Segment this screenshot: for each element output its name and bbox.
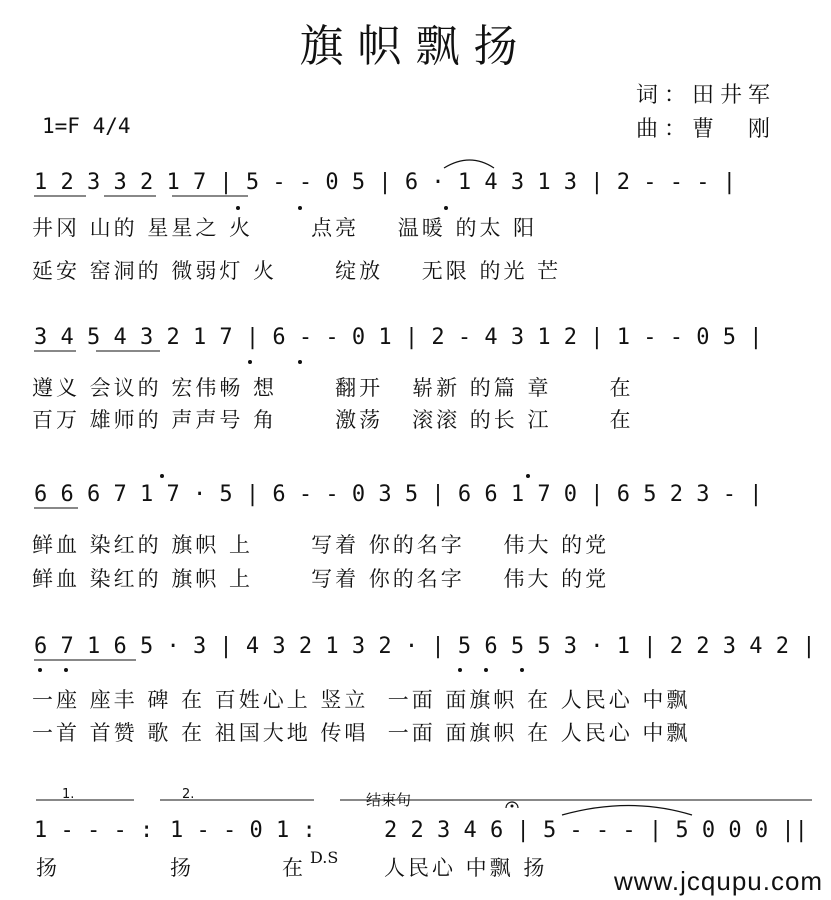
song-title: 旗帜飘扬: [299, 21, 532, 72]
volta-1-label: 1.: [62, 787, 75, 802]
lyric-line-2a: 遵义 会议的 宏伟畅 想 翻开 崭新 的篇 章 在: [32, 376, 634, 400]
lyric-ending-b: 扬: [170, 856, 191, 880]
lyric-line-3b: 鲜血 染红的 旗帜 上 写着 你的名字 伟大 的党: [32, 567, 610, 591]
lyric-line-1a: 井冈 山的 星星之 火 点亮 温暖 的太 阳: [32, 216, 538, 240]
notation-line-1: 1 2 3 3 2 1 7 | 5 - - 0 5 | 6 · 1 4 3 1 3 | 2 - - - |: [34, 170, 736, 195]
lyric-ending-c: 在: [282, 856, 303, 880]
notation-line-2: 3 4 5 4 3 2 1 7 | 6 - - 0 1 | 2 - 4 3 1 2 | 1 - - 0 5 |: [34, 325, 763, 350]
ds-marking: D.S: [310, 848, 339, 867]
lyric-line-2b: 百万 雄师的 声声号 角 激荡 滚滚 的长 江 在: [32, 408, 634, 432]
lyric-line-1b: 延安 窑洞的 微弱灯 火 绽放 无限 的光 芒: [32, 259, 562, 283]
lyric-line-4b: 一首 首赞 歌 在 祖国大地 传唱 一面 面旗帜 在 人民心 中飘: [32, 721, 691, 745]
notation-line-3: 6 6 6 7 1 7 · 5 | 6 - - 0 3 5 | 6 6 1 7 0 | 6 5 2 3 - |: [34, 482, 763, 507]
site-watermark: www.jcqupu.com: [614, 866, 824, 896]
key-time-signature: 1=F 4/4: [42, 114, 131, 138]
notation-line-4: 6 7 1 6 5 · 3 | 4 3 2 1 3 2 · | 5 6 5 5 3 · 1 | 2 2 3 4 2 |: [34, 634, 816, 659]
lyricist-credit: 词：田井军: [636, 83, 777, 108]
lyric-line-4a: 一座 座丰 碑 在 百姓心上 竖立 一面 面旗帜 在 人民心 中飘: [32, 688, 691, 712]
notation-ending-b: 1 - - 0 1 :: [170, 818, 316, 843]
lyric-ending-a: 扬: [36, 856, 57, 880]
volta-2-label: 2.: [182, 787, 195, 802]
lyric-ending-d: 人民心 中飘 扬: [384, 856, 548, 880]
coda-label: 结束句: [366, 791, 412, 809]
composer-credit: 曲：曹 刚: [636, 117, 777, 142]
lyric-line-3a: 鲜血 染红的 旗帜 上 写着 你的名字 伟大 的党: [32, 533, 610, 557]
notation-ending-a: 1 - - - :: [34, 818, 154, 843]
notation-ending-c: 2 2 3 4 6 | 5 - - - | 5 0 0 0 ||: [384, 818, 808, 843]
